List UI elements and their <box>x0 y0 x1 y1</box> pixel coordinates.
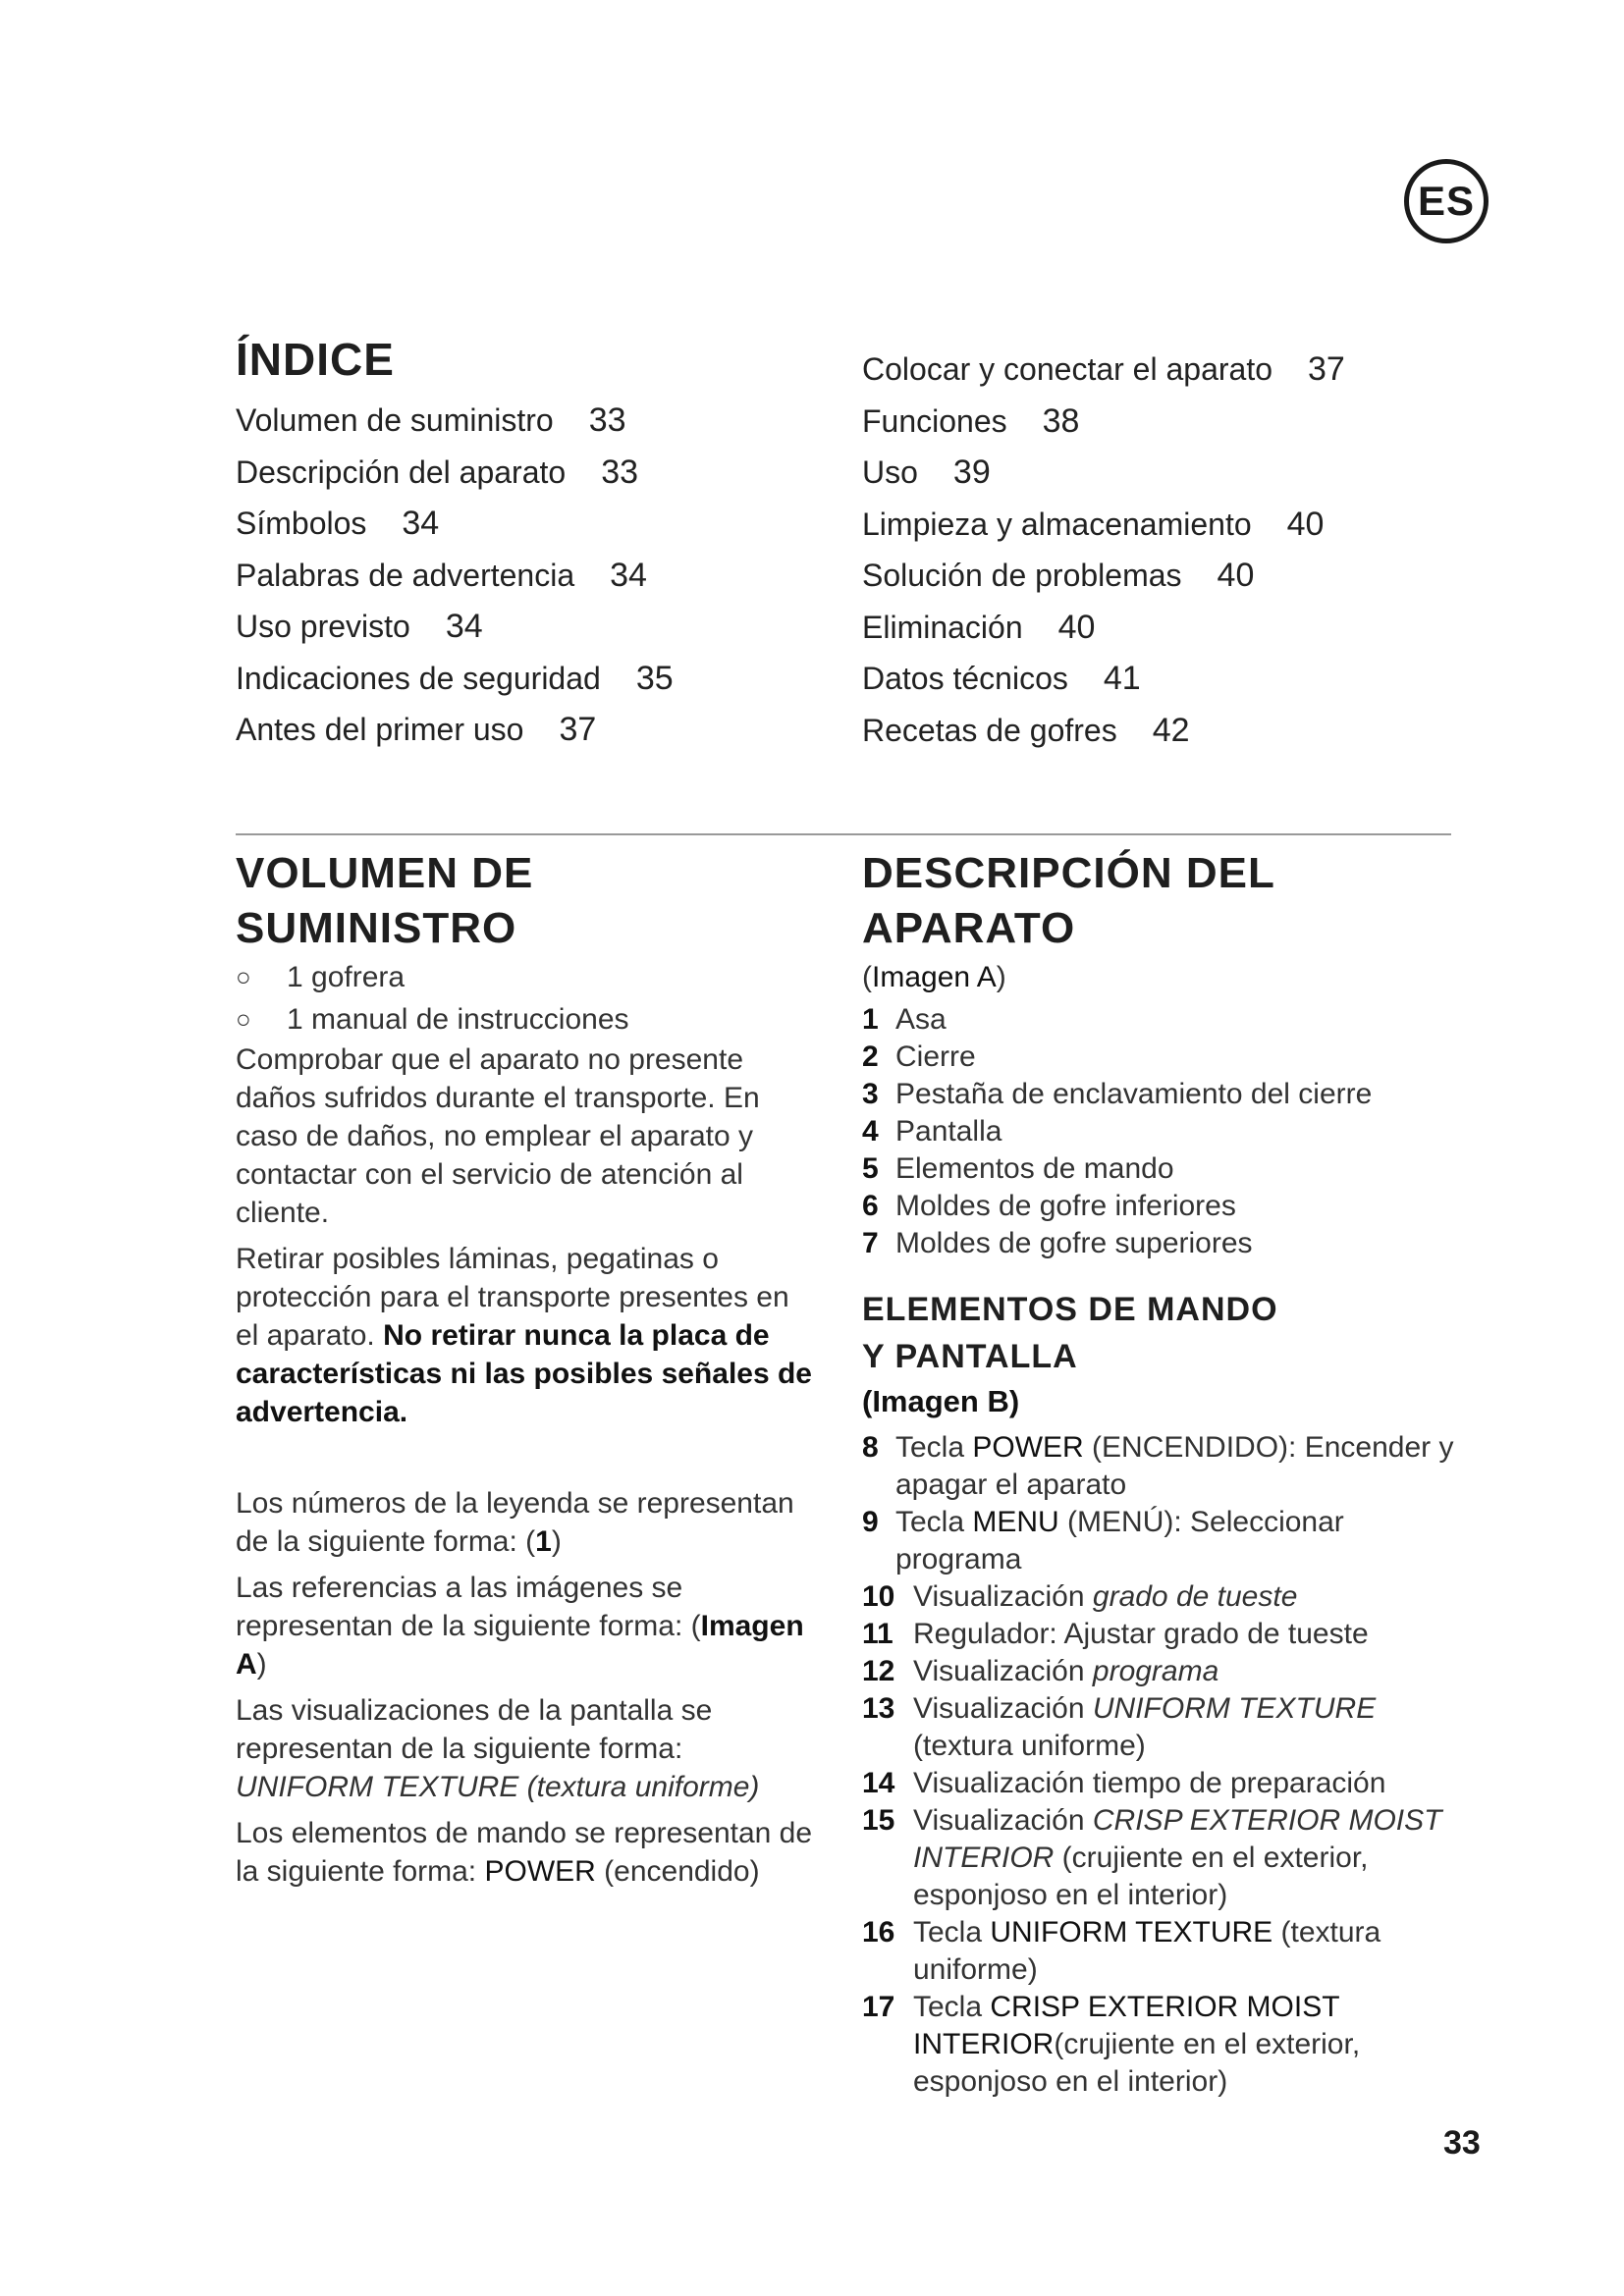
item-text: Visualización grado de tueste <box>913 1580 1298 1613</box>
list-item <box>862 1429 1471 1504</box>
toc-page-number: 40 <box>1217 557 1255 594</box>
text: Retirar posibles láminas, pegatinas o protección para el transporte presentes en el aparato. <box>236 1243 789 1352</box>
item-number: 12 <box>862 1655 895 1687</box>
paragraph-controls <box>236 1814 815 1891</box>
list-item <box>862 1504 1471 1578</box>
descripcion-title-line2: APARATO <box>862 904 1076 952</box>
toc-entry <box>862 396 1471 448</box>
item-text: Asa <box>895 1003 947 1036</box>
text: ( <box>862 961 872 993</box>
toc-page-number: 34 <box>610 556 647 594</box>
item-number: 2 <box>862 1041 879 1073</box>
toc-entry <box>862 447 1471 499</box>
toc-entry <box>236 447 825 499</box>
language-badge: ES <box>1404 159 1489 243</box>
toc-page-number: 34 <box>445 608 483 645</box>
toc-page-number: 41 <box>1103 660 1141 697</box>
volumen-section <box>236 846 815 1891</box>
indice-right-list <box>862 344 1471 756</box>
elementos-list <box>862 1429 1471 2101</box>
toc-entry <box>862 705 1471 757</box>
item-text: Tecla UNIFORM TEXTURE (textura uniforme) <box>913 1916 1381 1986</box>
image-ref-example: Imagen A <box>236 1610 804 1681</box>
item-number: 9 <box>862 1506 879 1538</box>
item-text: Tecla MENU (MENÚ): Seleccionar programa <box>895 1506 1344 1575</box>
toc-page-number: 34 <box>402 505 440 542</box>
toc-page-number: 39 <box>952 454 991 491</box>
item-text: Pantalla <box>895 1115 1002 1148</box>
toc-label: Solución de problemas <box>862 558 1182 593</box>
list-item <box>236 956 815 998</box>
list-item <box>862 1989 1471 2101</box>
toc-entry <box>862 344 1471 396</box>
item-text: Tecla CRISP EXTERIOR MOIST INTERIOR(crujiente en el exterior, esponjoso en el interior) <box>913 1991 1361 2098</box>
control-example: POWER <box>484 1855 596 1888</box>
item-number: 8 <box>862 1431 879 1464</box>
item-text: Regulador: Ajustar grado de tueste <box>913 1618 1369 1650</box>
toc-label: Limpieza y almacenamiento <box>862 506 1252 542</box>
toc-label: Uso <box>862 454 918 490</box>
list-item <box>862 1914 1471 1989</box>
toc-page-number: 35 <box>635 659 674 697</box>
item-number: 11 <box>862 1618 893 1650</box>
bullet-text: 1 gofrera <box>287 961 406 993</box>
toc-label: Colocar y conectar el aparato <box>862 351 1272 387</box>
paragraph-image-refs <box>236 1569 815 1683</box>
toc-label: Volumen de suministro <box>236 402 554 438</box>
list-item <box>862 1113 1471 1150</box>
item-number: 14 <box>862 1767 895 1799</box>
toc-entry <box>862 499 1471 551</box>
text: Las referencias a las imágenes se representan de la siguiente forma: ( <box>236 1572 701 1642</box>
indice-title: ÍNDICE <box>236 334 395 385</box>
list-item <box>862 1225 1471 1262</box>
toc-label: Uso previsto <box>236 609 410 644</box>
bullet-marker: ○ <box>236 1004 251 1034</box>
toc-label: Datos técnicos <box>862 661 1068 696</box>
item-text: Elementos de mando <box>895 1152 1174 1185</box>
text: Los elementos de mando se representan de la siguiente forma: <box>236 1817 813 1888</box>
paragraph-check-damage: Comprobar que el aparato no presente daños sufridos durante el transporte. En caso de daños, no emplear el aparato y contactar con el servicio de atención al cliente. <box>236 1043 760 1229</box>
toc-entry <box>236 704 825 756</box>
item-number: 1 <box>862 1003 879 1036</box>
toc-label: Funciones <box>862 402 1007 439</box>
toc-label: Símbolos <box>236 506 367 541</box>
toc-page-number: 33 <box>588 401 626 439</box>
toc-page-number: 37 <box>559 711 597 748</box>
paragraph-display <box>236 1691 815 1806</box>
legend-example: 1 <box>535 1525 552 1558</box>
toc-label: Antes del primer uso <box>236 712 524 747</box>
item-text: Pestaña de enclavamiento del cierre <box>895 1078 1373 1110</box>
indice-left-column <box>236 332 825 756</box>
list-item <box>862 1690 1471 1765</box>
warning-text: No retirar nunca la placa de características ni las posibles señales de advertencia. <box>236 1319 812 1428</box>
toc-label: Palabras de advertencia <box>236 557 575 593</box>
display-example: UNIFORM TEXTURE (textura uniforme) <box>236 1771 760 1803</box>
toc-page-number: 42 <box>1152 711 1190 749</box>
list-item <box>862 1616 1471 1653</box>
descripcion-list <box>862 1001 1471 1262</box>
item-number: 16 <box>862 1916 895 1949</box>
list-item <box>862 1578 1471 1616</box>
list-item <box>862 1039 1471 1076</box>
item-number: 13 <box>862 1692 895 1725</box>
item-text: Moldes de gofre inferiores <box>895 1190 1236 1222</box>
toc-page-number: 37 <box>1308 350 1345 388</box>
bullet-marker: ○ <box>236 962 251 991</box>
paragraph-remove-foils <box>236 1240 815 1431</box>
image-ref: Imagen A <box>872 961 997 993</box>
text: (encendido) <box>595 1855 760 1888</box>
bullet-text: 1 manual de instrucciones <box>287 1003 629 1036</box>
volumen-title-line1: VOLUMEN DE <box>236 849 534 897</box>
list-item <box>862 1653 1471 1690</box>
toc-entry <box>236 498 825 550</box>
volumen-title-line2: SUMINISTRO <box>236 904 517 952</box>
image-reference <box>862 956 1471 999</box>
list-item <box>862 1001 1471 1039</box>
toc-entry <box>862 602 1471 654</box>
toc-label: Descripción del aparato <box>236 454 567 490</box>
text: ) <box>996 961 1006 993</box>
descripcion-section <box>862 846 1471 2101</box>
toc-entry <box>236 653 825 705</box>
item-text: Visualización CRISP EXTERIOR MOIST INTERIOR (crujiente en el exterior, esponjoso en el interior) <box>913 1804 1442 1911</box>
item-number: 10 <box>862 1580 895 1613</box>
section-divider <box>236 833 1451 835</box>
paragraph-legend <box>236 1484 815 1561</box>
list-item <box>236 998 815 1041</box>
item-number: 3 <box>862 1078 879 1110</box>
list-item <box>862 1150 1471 1188</box>
image-b-reference: (Imagen B) <box>862 1384 1020 1418</box>
toc-entry <box>862 550 1471 602</box>
item-text: Moldes de gofre superiores <box>895 1227 1253 1259</box>
toc-entry <box>236 550 825 602</box>
item-text: Visualización UNIFORM TEXTURE (textura uniforme) <box>913 1692 1377 1762</box>
list-item <box>862 1076 1471 1113</box>
item-number: 15 <box>862 1804 895 1837</box>
toc-entry <box>236 601 825 653</box>
item-text: Visualización programa <box>913 1655 1219 1687</box>
text: ) <box>551 1525 562 1558</box>
indice-right-column <box>862 344 1471 756</box>
item-text: Tecla POWER (ENCENDIDO): Encender y apagar el aparato <box>895 1431 1454 1501</box>
text: ) <box>256 1648 267 1681</box>
page-number: 33 <box>1443 2124 1481 2162</box>
list-item <box>862 1765 1471 1802</box>
list-item <box>862 1188 1471 1225</box>
toc-entry <box>862 653 1471 705</box>
toc-label: Recetas de gofres <box>862 712 1117 748</box>
item-number: 6 <box>862 1190 879 1222</box>
list-item <box>862 1802 1471 1914</box>
elementos-title-line1: ELEMENTOS DE MANDO <box>862 1291 1278 1328</box>
item-number: 4 <box>862 1115 879 1148</box>
item-text: Cierre <box>895 1041 976 1073</box>
indice-left-list <box>236 395 825 756</box>
item-number: 7 <box>862 1227 879 1259</box>
toc-entry <box>236 395 825 447</box>
elementos-title-line2: Y PANTALLA <box>862 1338 1078 1375</box>
toc-label: Eliminación <box>862 609 1023 645</box>
toc-page-number: 40 <box>1286 505 1325 543</box>
item-text: Visualización tiempo de preparación <box>913 1767 1386 1799</box>
toc-page-number: 38 <box>1042 401 1080 440</box>
item-number: 5 <box>862 1152 879 1185</box>
item-number: 17 <box>862 1991 895 2023</box>
toc-label: Indicaciones de seguridad <box>236 660 601 696</box>
toc-page-number: 40 <box>1057 608 1096 646</box>
text: Las visualizaciones de la pantalla se representan de la siguiente forma: <box>236 1694 713 1765</box>
text: Los números de la leyenda se representan de la siguiente forma: ( <box>236 1487 794 1558</box>
toc-page-number: 33 <box>601 453 639 491</box>
descripcion-title-line1: DESCRIPCIÓN DEL <box>862 849 1275 897</box>
